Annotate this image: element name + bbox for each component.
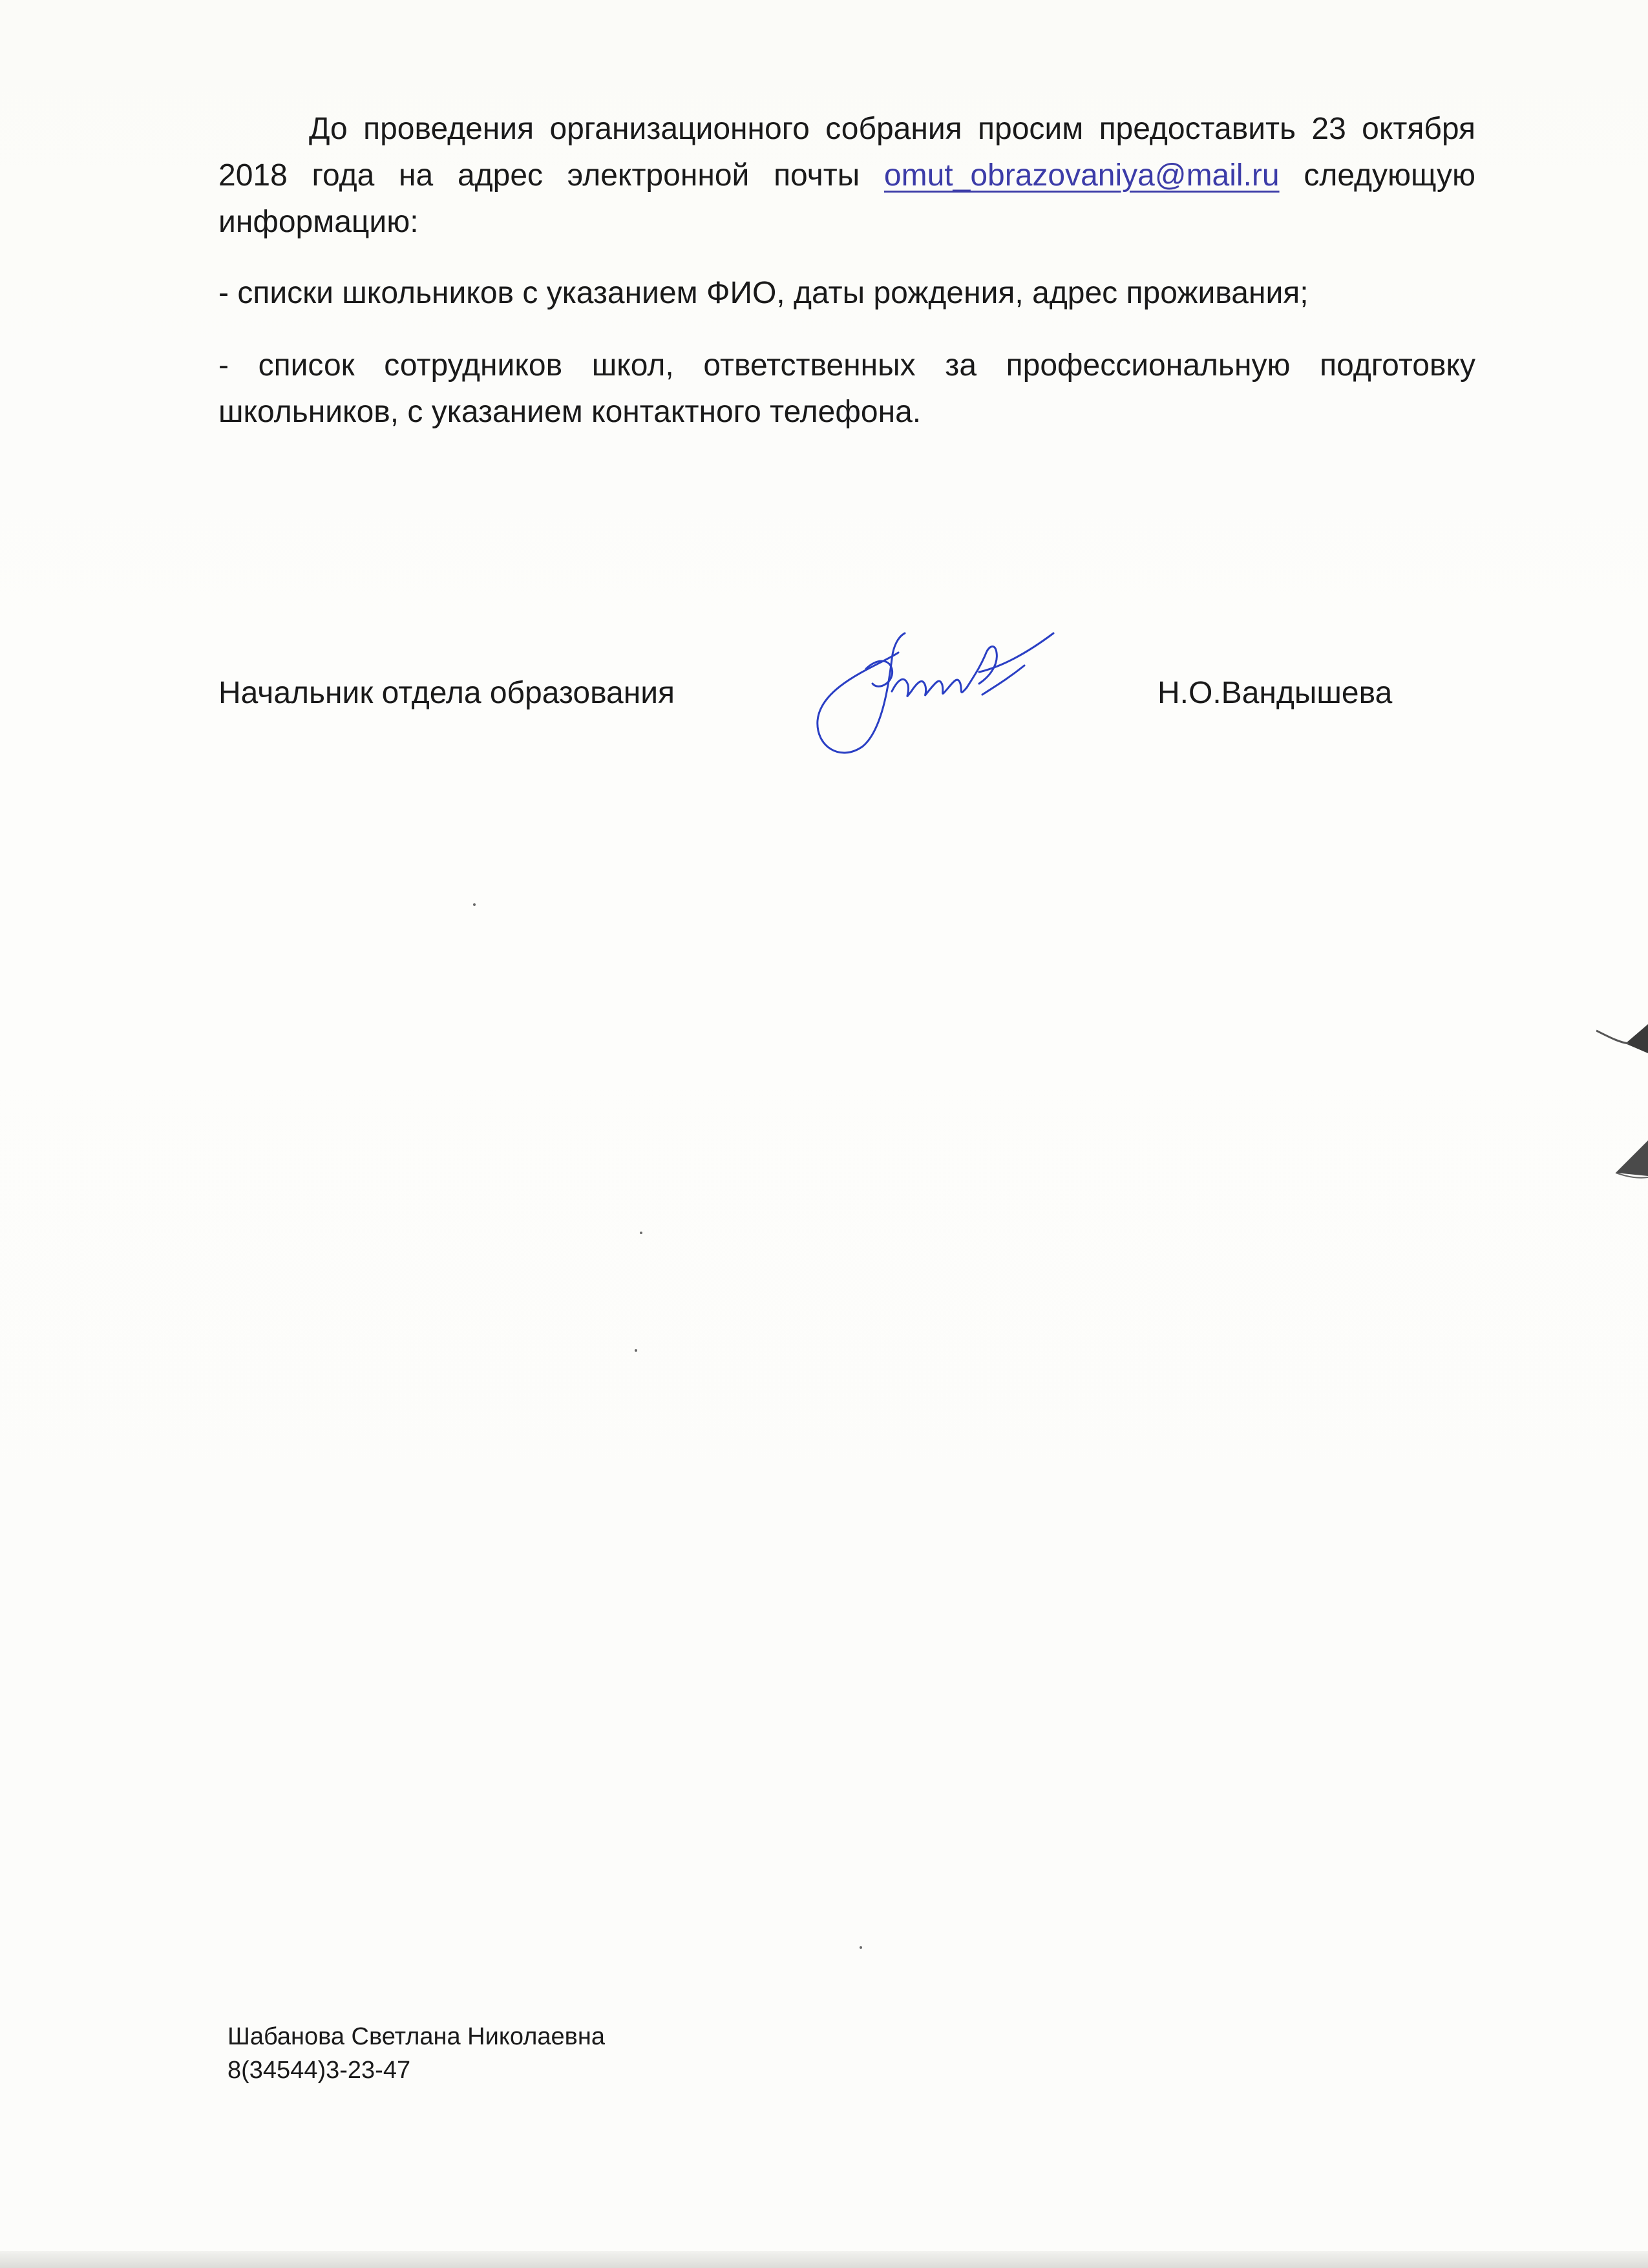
- signer-position-title: Начальник отдела образования: [218, 676, 675, 710]
- request-paragraph: [218, 106, 1475, 246]
- email-link[interactable]: omut_obrazovaniya@mail.ru: [883, 158, 1280, 193]
- contact-person-name: Шабанова Светлана Николаевна: [227, 2023, 605, 2050]
- handwritten-signature: [801, 607, 1073, 769]
- scan-speck: [473, 903, 476, 906]
- staple-hole-mark-upper: [1596, 1018, 1648, 1069]
- list-item-staff: - список сотрудников школ, ответственных за профессиональную подготовку школьников, с указанием контактного телефона.: [218, 348, 1475, 429]
- page-bottom-edge: [0, 2251, 1648, 2268]
- scan-speck: [640, 1232, 642, 1234]
- paragraph-text-start: До проведения организационного собрания просим предоставить 23 октября 2018 года на адрес электронной почты: [218, 112, 1475, 193]
- contact-phone: 8(34544)3-23-47: [227, 2057, 411, 2084]
- scan-speck: [635, 1349, 637, 1352]
- signer-name: Н.О.Вандышева: [1157, 676, 1393, 710]
- staple-hole-mark-lower: [1596, 1137, 1648, 1189]
- list-item-students: - списки школьников с указанием ФИО, даты рождения, адрес проживания;: [218, 276, 1309, 310]
- paragraph-text-end: следующую информацию:: [218, 158, 1476, 239]
- scan-speck: [860, 1946, 862, 1949]
